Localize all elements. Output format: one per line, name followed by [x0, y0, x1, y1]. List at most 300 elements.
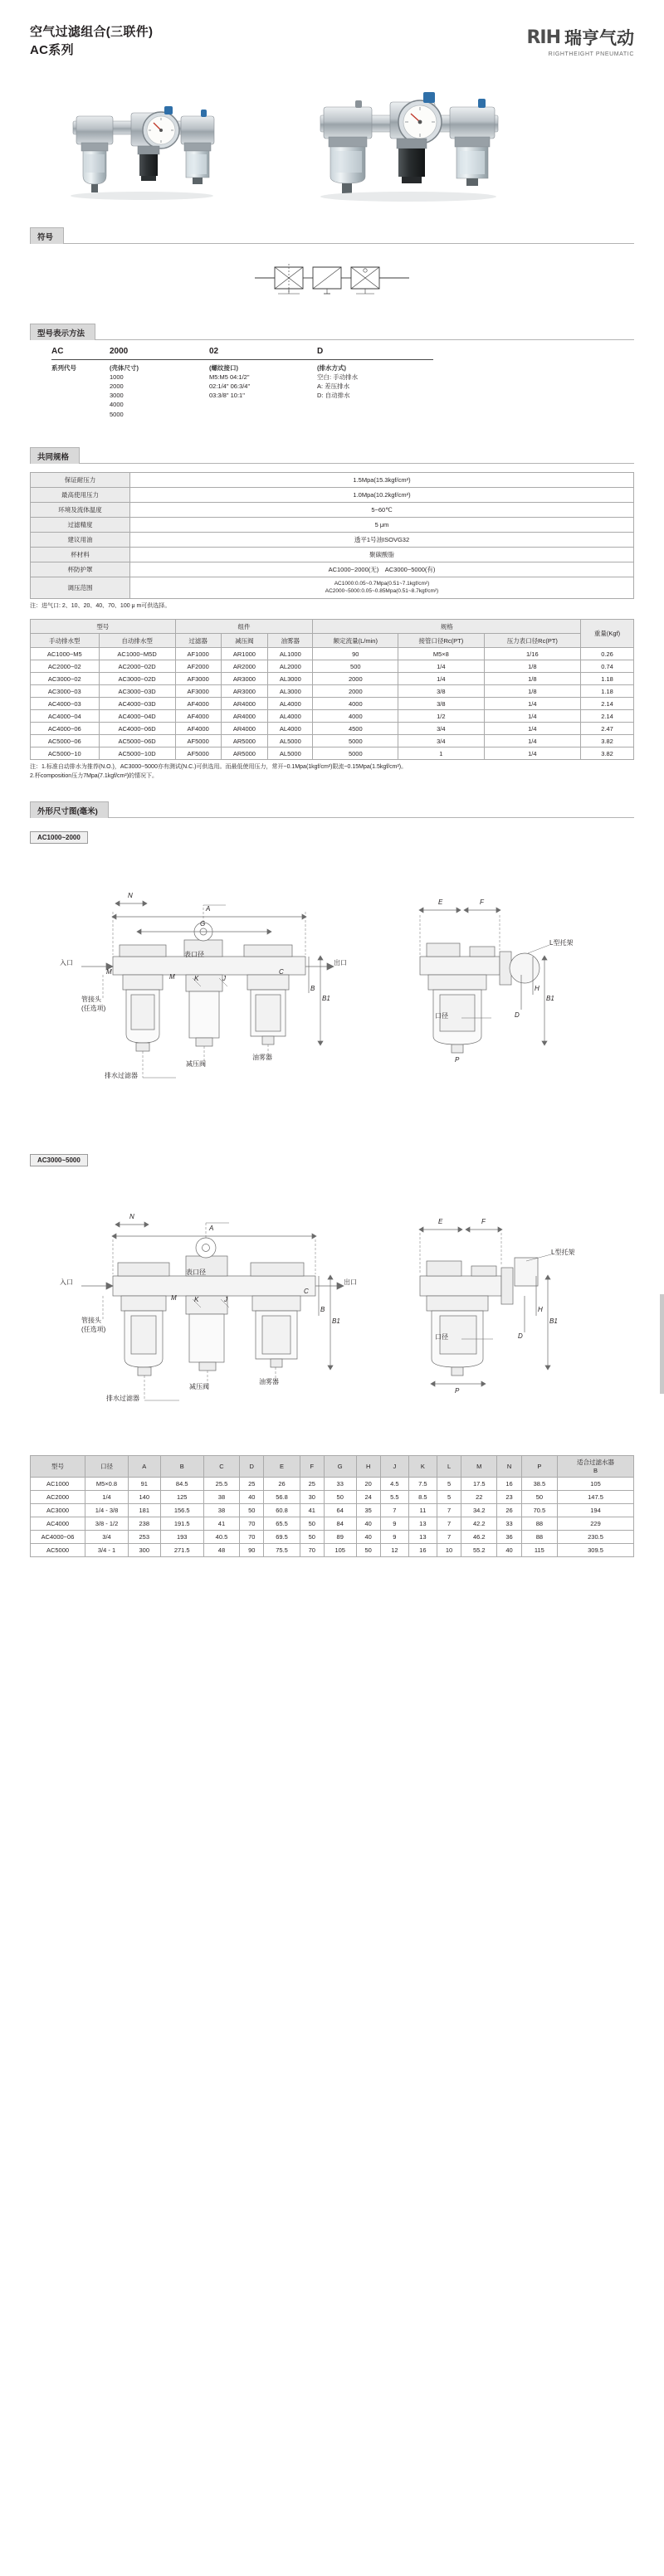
- dim-cell: 38.5: [521, 1478, 557, 1491]
- model-cell: 1: [398, 747, 484, 760]
- dim-cell: 89: [324, 1531, 356, 1544]
- code-series-rule: [51, 359, 110, 360]
- spec-value: 透平1号油ISOVG32: [130, 532, 634, 547]
- dim-cell: 253: [129, 1531, 161, 1544]
- code-thread-note: (螺纹接口): [209, 363, 238, 372]
- label-bracket: L型托架: [551, 1248, 575, 1256]
- model-cell: AF3000: [175, 673, 221, 685]
- label-inlet: 入口: [60, 1278, 73, 1286]
- model-cell: 1/8: [484, 673, 581, 685]
- model-cell: 3/8: [398, 698, 484, 710]
- spec-key: 保证耐压力: [31, 472, 130, 487]
- label-mount-port: 口径: [435, 1332, 448, 1341]
- dim-th-port: 口径: [85, 1455, 129, 1478]
- model-th-flow: 额定流量(L/min): [313, 634, 398, 648]
- dim-cell: 42.2: [461, 1517, 497, 1531]
- dim-cell: 7: [437, 1531, 461, 1544]
- dim-cell: 23: [497, 1491, 521, 1504]
- model-cell: AF4000: [175, 723, 221, 735]
- model-cell: AL5000: [268, 747, 313, 760]
- code-column-body-size: [110, 347, 209, 419]
- dim-cell: 84.5: [160, 1478, 203, 1491]
- dim-cell: 271.5: [160, 1544, 203, 1557]
- table-row: [31, 1544, 634, 1557]
- table-row: [31, 698, 634, 710]
- dim-cell: 40: [240, 1491, 264, 1504]
- dim-cell: 50: [300, 1531, 324, 1544]
- dim-cell: AC4000~06: [31, 1531, 85, 1544]
- table-row: [31, 502, 634, 517]
- dim-cell: 22: [461, 1491, 497, 1504]
- section-symbol-tab: 符号: [30, 227, 64, 244]
- model-th-parts: 组件: [175, 620, 313, 634]
- model-cell: AR3000: [221, 685, 268, 698]
- logo-chinese-text: 瑞亨气动: [564, 29, 634, 48]
- model-cell: AC5000~10D: [99, 747, 175, 760]
- label-lubricator: 油雾器: [259, 1377, 279, 1385]
- dim-cell: 1/4 - 3/8: [85, 1504, 129, 1517]
- model-cell: AR2000: [221, 660, 268, 673]
- code-column-series: [51, 347, 110, 419]
- symbol-diagram: [30, 252, 634, 304]
- table-row: [31, 685, 634, 698]
- section-symbol: [30, 227, 634, 304]
- dim-cell: AC1000: [31, 1478, 85, 1491]
- dim-th-b: B: [160, 1455, 203, 1478]
- model-cell: AL5000: [268, 735, 313, 747]
- model-cell: AC3000~02D: [99, 673, 175, 685]
- dim-cell: 33: [324, 1478, 356, 1491]
- dim-th-bowl: 适合过滤水器 B: [558, 1455, 634, 1478]
- model-th-spec: 规格: [313, 620, 581, 634]
- dim-th-h: H: [356, 1455, 380, 1478]
- section-dimensions-tab: 外形尺寸图(毫米): [30, 801, 109, 818]
- model-cell: 3/4: [398, 723, 484, 735]
- model-cell: 1/4: [398, 673, 484, 685]
- common-spec-note: 注：进气口: 2、10、20、40、70、100 μ m可供选择。: [30, 602, 171, 609]
- dim-cell: 191.5: [160, 1517, 203, 1531]
- dim-cell: 156.5: [160, 1504, 203, 1517]
- model-cell: AR4000: [221, 723, 268, 735]
- model-th-auto: 自动排水型: [99, 634, 175, 648]
- model-cell: 1/2: [398, 710, 484, 723]
- model-cell: AL4000: [268, 698, 313, 710]
- label-outlet: 出口: [334, 958, 347, 967]
- dim-cell: 41: [203, 1517, 239, 1531]
- dim-cell: AC2000: [31, 1491, 85, 1504]
- dim-cell: 88: [521, 1531, 557, 1544]
- code-body-opt: 1000: [110, 373, 124, 381]
- model-cell: AR1000: [221, 648, 268, 660]
- label-mount-port: 口径: [435, 1011, 448, 1020]
- dim-cell: 25: [300, 1478, 324, 1491]
- code-drain-opt: D: 自动排水: [317, 392, 350, 399]
- model-cell: AC5000~06D: [99, 735, 175, 747]
- spec-key: 最高使用压力: [31, 487, 130, 502]
- dim-cell: 56.8: [264, 1491, 300, 1504]
- dim-cell: AC5000: [31, 1544, 85, 1557]
- dim-cell: 34.2: [461, 1504, 497, 1517]
- dim-cell: 115: [521, 1544, 557, 1557]
- dim-th-n: N: [497, 1455, 521, 1478]
- logo-english-text: RIGHTHEIGHT PNEUMATIC: [548, 51, 634, 57]
- model-table: [30, 619, 634, 760]
- model-cell: AL3000: [268, 685, 313, 698]
- label-bracket: L型托架: [549, 938, 574, 947]
- model-cell: AF1000: [175, 648, 221, 660]
- model-cell: AR5000: [221, 735, 268, 747]
- model-cell: 0.26: [581, 648, 634, 660]
- dim-cell: 33: [497, 1517, 521, 1531]
- table-row: [31, 1531, 634, 1544]
- dim-cell: 10: [437, 1544, 461, 1557]
- dim-cell: 69.5: [264, 1531, 300, 1544]
- dim-cell: 25: [240, 1478, 264, 1491]
- dim-cell: 88: [521, 1517, 557, 1531]
- model-cell: AR3000: [221, 673, 268, 685]
- dim-cell: 5.5: [380, 1491, 408, 1504]
- dim-cell: 55.2: [461, 1544, 497, 1557]
- table-row: [31, 723, 634, 735]
- model-cell: AC1000~M5: [31, 648, 100, 660]
- dim-th-d: D: [240, 1455, 264, 1478]
- table-row: [31, 660, 634, 673]
- dim-cell: 38: [203, 1504, 239, 1517]
- dim-cell: 91: [129, 1478, 161, 1491]
- dim-cell: 30: [300, 1491, 324, 1504]
- dim-th-p: P: [521, 1455, 557, 1478]
- dim-cell: 46.2: [461, 1531, 497, 1544]
- page-title: 空气过滤组合(三联件): [30, 25, 154, 39]
- model-cell: AC4000~06: [31, 723, 100, 735]
- label-inlet: 入口: [60, 958, 73, 967]
- model-table-notes: 注：1.标准自动排水为推荐(N.O.)，AC3000~5000亦有测试(N.C.)可供选用。而最低使用压力，常开~0.1Mpa(1kgf/cm²)限流~0.15Mpa(1.5kgf/cm²)。 2.杯composition压力7Mpa(7.1kgf/cm²)的情况下。: [30, 764, 408, 779]
- dim-cell: 70: [240, 1517, 264, 1531]
- table-row: [31, 517, 634, 532]
- dim-th-k: K: [408, 1455, 437, 1478]
- dim-cell: 20: [356, 1478, 380, 1491]
- dim-cell: 70: [300, 1544, 324, 1557]
- dim-th-model: 型号: [31, 1455, 85, 1478]
- code-thread-title: 02: [209, 346, 219, 356]
- label-lubricator: 油雾器: [252, 1053, 272, 1061]
- dim-cell: 40: [356, 1531, 380, 1544]
- model-cell: 5000: [313, 735, 398, 747]
- dim-cell: 36: [497, 1531, 521, 1544]
- label-pipe-joint: 管接头 (任选项): [81, 995, 106, 1012]
- dim-cell: 26: [497, 1504, 521, 1517]
- code-thread-opt: 02:1/4" 06:3/4": [209, 382, 251, 390]
- model-th-filter: 过滤器: [175, 634, 221, 648]
- model-cell: AC4000~03D: [99, 698, 175, 710]
- product-photo-ac3000: [304, 87, 536, 207]
- product-photo-ac1000: [55, 100, 262, 207]
- dim-cell: 70.5: [521, 1504, 557, 1517]
- model-cell: 4000: [313, 710, 398, 723]
- code-drain-note: (排水方式): [317, 363, 346, 372]
- code-column-drain: [317, 347, 433, 419]
- page-header: [0, 0, 664, 60]
- code-drain-opt: 空白: 手动排水: [317, 373, 359, 381]
- dim-th-a: A: [129, 1455, 161, 1478]
- dim-cell: 41: [300, 1504, 324, 1517]
- table-row: [31, 532, 634, 547]
- dim-cell: 9: [380, 1531, 408, 1544]
- label-pipe-joint: 管接头 (任选项): [81, 1316, 106, 1333]
- model-cell: AR4000: [221, 698, 268, 710]
- common-spec-table: [30, 472, 634, 599]
- dim-cell: 17.5: [461, 1478, 497, 1491]
- brand-logo: [526, 23, 634, 57]
- dim-cell: 230.5: [558, 1531, 634, 1544]
- section-common-spec-tab: 共同规格: [30, 447, 80, 464]
- model-cell: 1/16: [484, 648, 581, 660]
- spec-value: 聚碳酸脂: [130, 547, 634, 562]
- model-th-regulator: 减压阀: [221, 634, 268, 648]
- dim-cell: 35: [356, 1504, 380, 1517]
- dim-cell: 238: [129, 1517, 161, 1531]
- section-common-spec: [30, 447, 634, 611]
- dim-cell: 38: [203, 1491, 239, 1504]
- table-row: [31, 577, 634, 598]
- model-cell: 2.14: [581, 710, 634, 723]
- label-gauge-port: 表口径: [184, 950, 204, 958]
- table-row: [31, 1491, 634, 1504]
- model-th-gauge-port: 压力表口径Rc(PT): [484, 634, 581, 648]
- table-row: [31, 562, 634, 577]
- code-body-title: 2000: [110, 346, 129, 356]
- dim-cell: 13: [408, 1517, 437, 1531]
- drawing-label-ac3000: AC3000~5000: [30, 1154, 88, 1166]
- dim-cell: 5: [437, 1478, 461, 1491]
- dim-cell: 24: [356, 1491, 380, 1504]
- dim-cell: 26: [264, 1478, 300, 1491]
- spec-value: 1.5Mpa(15.3kgf/cm²): [130, 472, 634, 487]
- code-body-opt: 2000: [110, 382, 124, 390]
- logo-mark-text: RIH: [526, 27, 560, 48]
- table-row: [31, 1504, 634, 1517]
- table-row: [31, 1517, 634, 1531]
- spec-key: 杯材料: [31, 547, 130, 562]
- dim-cell: 7.5: [408, 1478, 437, 1491]
- page-edge-marker: [660, 1294, 664, 1394]
- model-cell: 4000: [313, 698, 398, 710]
- model-th-port: 接管口径Rc(PT): [398, 634, 484, 648]
- dim-cell: 7: [437, 1504, 461, 1517]
- model-th-lubricator: 油雾器: [268, 634, 313, 648]
- page-subtitle: AC系列: [30, 42, 74, 57]
- model-cell: 90: [313, 648, 398, 660]
- product-photo-band: [30, 75, 634, 207]
- dim-cell: 64: [324, 1504, 356, 1517]
- model-cell: AC4000~04D: [99, 710, 175, 723]
- dim-cell: 50: [521, 1491, 557, 1504]
- model-cell: AC3000~03D: [99, 685, 175, 698]
- dim-cell: 105: [324, 1544, 356, 1557]
- dim-cell: 5: [437, 1491, 461, 1504]
- model-cell: AC4000~04: [31, 710, 100, 723]
- code-drain-opt: A: 差压排水: [317, 382, 350, 390]
- dim-cell: 11: [408, 1504, 437, 1517]
- dim-cell: 40: [356, 1517, 380, 1531]
- dim-cell: 50: [300, 1517, 324, 1531]
- model-cell: AF4000: [175, 698, 221, 710]
- spec-value: 1.0Mpa(10.2kgf/cm²): [130, 487, 634, 502]
- model-cell: AF3000: [175, 685, 221, 698]
- model-cell: 0.74: [581, 660, 634, 673]
- dim-cell: 300: [129, 1544, 161, 1557]
- dim-th-m: M: [461, 1455, 497, 1478]
- model-cell: 2000: [313, 685, 398, 698]
- section-model-code-tab: 型号表示方法: [30, 324, 95, 340]
- section-model-code: [30, 324, 634, 427]
- dim-th-c: C: [203, 1455, 239, 1478]
- model-cell: 3/8: [398, 685, 484, 698]
- model-cell: 2000: [313, 673, 398, 685]
- dim-th-f: F: [300, 1455, 324, 1478]
- model-cell: AF4000: [175, 710, 221, 723]
- model-cell: 1/4: [484, 747, 581, 760]
- dim-cell: 84: [324, 1517, 356, 1531]
- model-cell: 1/4: [484, 735, 581, 747]
- code-drain-rule: [317, 359, 433, 360]
- label-outlet: 出口: [344, 1278, 357, 1286]
- model-cell: AC3000~03: [31, 685, 100, 698]
- model-cell: AF2000: [175, 660, 221, 673]
- model-cell: AR5000: [221, 747, 268, 760]
- model-cell: AC5000~10: [31, 747, 100, 760]
- dim-cell: 105: [558, 1478, 634, 1491]
- dim-cell: 12: [380, 1544, 408, 1557]
- model-cell: AF5000: [175, 735, 221, 747]
- model-cell: 1.18: [581, 673, 634, 685]
- dim-cell: 194: [558, 1504, 634, 1517]
- table-row: [31, 648, 634, 660]
- dim-th-g: G: [324, 1455, 356, 1478]
- dim-cell: 40.5: [203, 1531, 239, 1544]
- dim-cell: M5×0.8: [85, 1478, 129, 1491]
- dim-cell: AC3000: [31, 1504, 85, 1517]
- model-cell: AL1000: [268, 648, 313, 660]
- model-cell: AC1000~M5D: [99, 648, 175, 660]
- model-cell: AC4000~03: [31, 698, 100, 710]
- model-cell: 2.14: [581, 698, 634, 710]
- dim-cell: 48: [203, 1544, 239, 1557]
- drawing-ac1000-2000: 表口径 入口 出口 管接头 (任选项) 排水过滤器 减压阀 油雾器 L型托架 口径 A N G B B1 C M M K J E F H B1 D P: [60, 891, 574, 1079]
- dim-cell: 193: [160, 1531, 203, 1544]
- label-gauge-port: 表口径: [186, 1268, 206, 1276]
- table-row: [31, 735, 634, 747]
- table-row: [31, 1478, 634, 1491]
- model-cell: 1/8: [484, 685, 581, 698]
- dim-cell: 40: [497, 1544, 521, 1557]
- model-cell: AC4000~06D: [99, 723, 175, 735]
- dim-th-l: L: [437, 1455, 461, 1478]
- dim-cell: 125: [160, 1491, 203, 1504]
- code-thread-opt: 03:3/8" 10:1": [209, 392, 245, 399]
- table-header-row: [31, 620, 634, 634]
- model-cell: AC2000~02D: [99, 660, 175, 673]
- model-cell: AL4000: [268, 723, 313, 735]
- dim-cell: 16: [408, 1544, 437, 1557]
- model-cell: 1/4: [398, 660, 484, 673]
- model-cell: AC3000~02: [31, 673, 100, 685]
- label-drain-filter: 排水过滤器: [105, 1071, 138, 1079]
- dim-cell: 229: [558, 1517, 634, 1531]
- spec-key: 过滤精度: [31, 517, 130, 532]
- table-row: [31, 710, 634, 723]
- dim-cell: 4.5: [380, 1478, 408, 1491]
- model-cell: 1/4: [484, 698, 581, 710]
- model-cell: 3.82: [581, 747, 634, 760]
- dim-cell: 7: [380, 1504, 408, 1517]
- dim-cell: 70: [240, 1531, 264, 1544]
- model-cell: 1.18: [581, 685, 634, 698]
- dim-cell: 75.5: [264, 1544, 300, 1557]
- spec-value: 5~60℃: [130, 502, 634, 517]
- code-thread-opt: M5:M5 04:1/2": [209, 373, 250, 381]
- model-cell: 3/4: [398, 735, 484, 747]
- spec-value: AC1000:0.05~0.7Mpa(0.51~7.1kgf/cm²) AC2000~5000:0.05~0.85Mpa(0.51~8.7kgf/cm²): [130, 577, 634, 598]
- code-body-opt: 4000: [110, 401, 124, 409]
- code-column-thread: [209, 347, 317, 419]
- dim-cell: 65.5: [264, 1517, 300, 1531]
- model-cell: 3.82: [581, 735, 634, 747]
- table-header-row: [31, 634, 634, 648]
- spec-key: 环境及流体温度: [31, 502, 130, 517]
- dim-cell: 25.5: [203, 1478, 239, 1491]
- code-series-note: 系列代号: [51, 363, 76, 372]
- dim-cell: 90: [240, 1544, 264, 1557]
- dim-cell: 3/4 - 1: [85, 1544, 129, 1557]
- model-cell: M5×8: [398, 648, 484, 660]
- table-row: [31, 673, 634, 685]
- model-th-manual: 手动排水型: [31, 634, 100, 648]
- label-drain-filter: 排水过滤器: [106, 1394, 139, 1402]
- dim-cell: 8.5: [408, 1491, 437, 1504]
- dimension-table: [30, 1455, 634, 1558]
- dim-cell: 1/4: [85, 1491, 129, 1504]
- table-row: [31, 472, 634, 487]
- spec-key: 调压范围: [31, 577, 130, 598]
- dim-cell: 50: [240, 1504, 264, 1517]
- code-thread-rule: [209, 359, 317, 360]
- dim-cell: 9: [380, 1517, 408, 1531]
- dim-cell: 181: [129, 1504, 161, 1517]
- dim-th-j: J: [380, 1455, 408, 1478]
- drawing-label-ac1000: AC1000~2000: [30, 831, 88, 844]
- spec-value: AC1000~2000(无) AC3000~5000(有): [130, 562, 634, 577]
- dim-cell: AC4000: [31, 1517, 85, 1531]
- title-block: [30, 23, 153, 60]
- label-regulator: 减压阀: [189, 1382, 209, 1390]
- model-cell: AL2000: [268, 660, 313, 673]
- dim-cell: 309.5: [558, 1544, 634, 1557]
- label-regulator: 减压阀: [186, 1059, 206, 1068]
- model-cell: AR4000: [221, 710, 268, 723]
- model-cell: 1/8: [484, 660, 581, 673]
- model-cell: AF5000: [175, 747, 221, 760]
- dim-cell: 50: [356, 1544, 380, 1557]
- model-th-weight: 重量(Kgf): [581, 620, 634, 648]
- code-body-opt: 5000: [110, 410, 124, 418]
- section-dimensions: [30, 801, 634, 1440]
- dim-cell: 60.8: [264, 1504, 300, 1517]
- model-cell: 1/4: [484, 723, 581, 735]
- code-body-opt: 3000: [110, 392, 124, 399]
- spec-key: 建议用油: [31, 532, 130, 547]
- model-cell: AC5000~06: [31, 735, 100, 747]
